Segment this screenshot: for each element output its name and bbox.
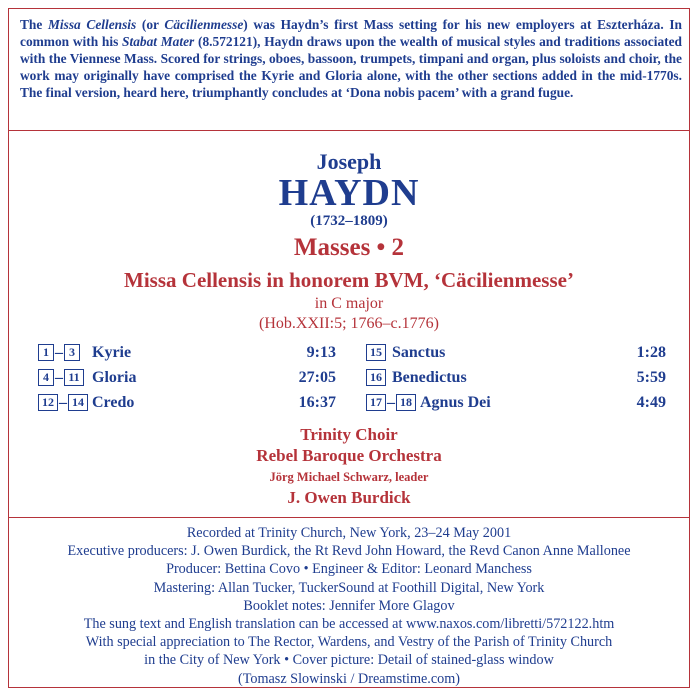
track-number-box: 12	[38, 394, 58, 411]
track-row	[366, 394, 666, 416]
track-row	[366, 344, 666, 366]
track-number-box: 15	[366, 344, 386, 361]
intro-title-caecilienmesse: Cäcilienmesse	[164, 17, 244, 32]
performer-conductor: J. Owen Burdick	[287, 488, 411, 507]
credit-line: Booklet notes: Jennifer More Glagov	[243, 597, 455, 614]
composer-dates: (1732–1809)	[310, 213, 388, 229]
credit-line: With special appreciation to The Rector, Wardens, and Vestry of the Parish of Trinity Church	[85, 634, 613, 651]
track-number-box: 16	[366, 369, 386, 386]
track-row	[38, 369, 336, 391]
track-title: Kyrie	[92, 344, 132, 361]
divider-top	[8, 130, 690, 131]
intro-text: (8.572121), Haydn draws upon the wealth of musical styles and traditions associated with the Viennese Mass. Scored for strings, oboes, bassoon, trumpets, timpani and organ, plus soloists and choir, the work may originally have comprised the Kyrie and Gloria alone, with the other sections added in the mid-1770s. The final version, heard here, triumphantly concludes at ‘Dona nobis pacem’ with a grand fugue.	[20, 34, 683, 100]
track-number-range: 17 – 18	[366, 394, 416, 412]
track-row	[366, 369, 666, 391]
track-number-range	[366, 344, 386, 362]
work-title: Missa Cellensis in honorem BVM, ‘Cäcilienmesse’	[124, 268, 574, 292]
performer-orchestra: Rebel Baroque Orchestra	[256, 446, 442, 465]
track-number-box: 14	[68, 394, 88, 411]
intro-title-stabat-mater: Stabat Mater	[122, 34, 195, 49]
track-duration: 5:59	[636, 369, 666, 386]
track-title: Benedictus	[392, 369, 467, 386]
track-duration: 4:49	[636, 394, 666, 411]
performer-leader: Jörg Michael Schwarz, leader	[269, 470, 429, 484]
track-title: Gloria	[92, 369, 137, 386]
track-number-box: 4	[38, 369, 54, 386]
credit-line: in the City of New York • Cover picture: Detail of stained-glass window	[144, 652, 554, 669]
track-title: Agnus Dei	[420, 394, 491, 411]
credit-line: Recorded at Trinity Church, New York, 23–24 May 2001	[186, 525, 512, 541]
performer-choir: Trinity Choir	[300, 425, 398, 444]
credit-line: Mastering: Allan Tucker, TuckerSound at Foothill Digital, New York	[153, 579, 545, 596]
track-number-box: 3	[64, 344, 80, 361]
track-row	[38, 394, 336, 416]
series-title: Masses • 2	[293, 234, 405, 261]
track-row	[38, 344, 336, 366]
track-duration: 16:37	[298, 394, 336, 411]
track-title: Credo	[92, 394, 135, 411]
intro-text: ) was Haydn’s first Mass setting for his new employers at Eszterháza. In common with his	[20, 17, 682, 49]
work-key: in C major	[314, 295, 384, 312]
intro-paragraph	[20, 16, 682, 101]
credits-block	[8, 524, 690, 688]
track-number-box: 18	[396, 394, 416, 411]
track-number-range: 12 – 14	[38, 394, 88, 412]
track-number-box: 1	[38, 344, 54, 361]
track-number-range	[366, 369, 386, 387]
credit-line: (Tomasz Slowinski / Dreamstime.com)	[237, 670, 461, 687]
track-duration: 1:28	[636, 344, 666, 361]
credit-line: Producer: Bettina Covo • Engineer & Editor: Leonard Manchess	[166, 561, 532, 578]
intro-text: (or	[136, 17, 165, 32]
track-number-range: 1 – 3	[38, 344, 80, 362]
track-number-range: 4 – 11	[38, 369, 84, 387]
catalogue-number: (Hob.XXII:5; 1766–c.1776)	[259, 315, 439, 332]
track-title: Sanctus	[392, 344, 446, 361]
credit-line: Executive producers: J. Owen Burdick, the Rt Revd John Howard, the Revd Canon Anne Mallonee	[67, 543, 631, 560]
composer-last-name: HAYDN	[278, 172, 420, 214]
intro-title-missa: Missa Cellensis	[47, 17, 137, 32]
divider-bottom	[8, 517, 690, 518]
credit-line: The sung text and English translation can be accessed at www.naxos.com/libretti/572122.htm	[83, 616, 615, 633]
intro-text: The	[20, 17, 48, 32]
track-duration: 9:13	[306, 344, 336, 361]
track-number-box: 11	[64, 369, 84, 386]
composer-first-name: Joseph	[316, 149, 382, 174]
track-duration: 27:05	[298, 369, 336, 386]
track-number-box: 17	[366, 394, 386, 411]
